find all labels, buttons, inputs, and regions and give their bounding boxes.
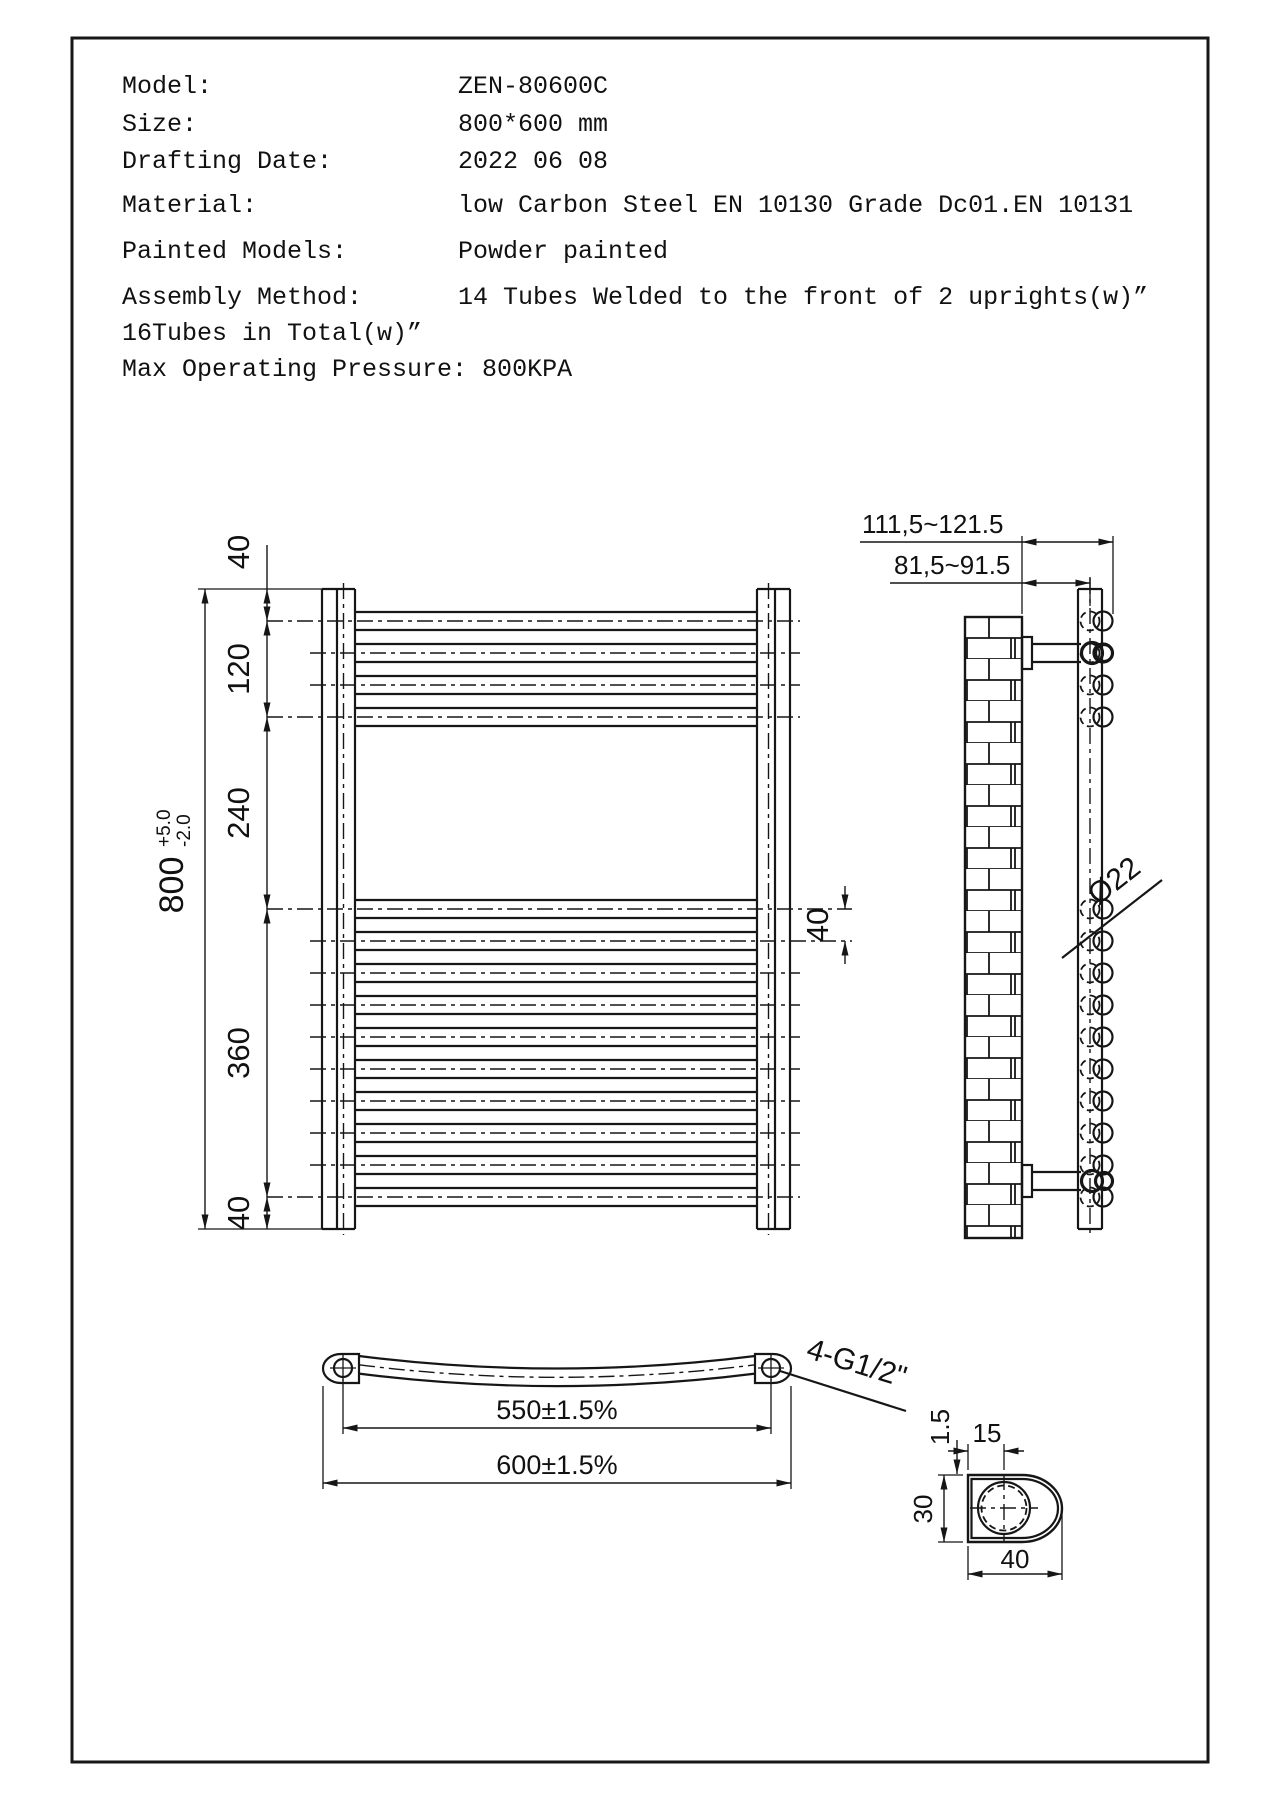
dim-wall-thickness-label: 1.5 bbox=[925, 1408, 955, 1446]
side-tube-circles bbox=[1081, 612, 1113, 1207]
dim-chain-40-bottom: 40 bbox=[221, 1195, 256, 1231]
dim-chain-120: 120 bbox=[221, 643, 256, 695]
spec-value-assembly: 14 Tubes Welded to the front of 2 uprights(w)” bbox=[458, 283, 1149, 312]
detail-dim-offset bbox=[948, 1418, 1024, 1470]
curved-tube-plan bbox=[359, 1356, 755, 1386]
spec-label-material: Material: bbox=[122, 191, 258, 220]
top-view bbox=[323, 1333, 910, 1489]
top-dim-centers bbox=[343, 1379, 771, 1434]
dim-centers-label: 550±1.5% bbox=[496, 1395, 618, 1425]
top-right-fitting bbox=[755, 1354, 791, 1383]
spec-label-paint: Painted Models: bbox=[122, 237, 348, 266]
spec-note-tubes-total: 16Tubes in Total(w)” bbox=[122, 319, 423, 348]
side-view bbox=[860, 509, 1162, 1238]
dim-wall-to-front-label: 111,5~121.5 bbox=[862, 509, 1004, 539]
wall-section bbox=[965, 617, 1022, 1238]
top-left-fitting bbox=[323, 1354, 359, 1383]
dim-wall-to-center-label: 81,5~91.5 bbox=[894, 550, 1011, 580]
detail-dim-wall-thickness bbox=[925, 1409, 957, 1474]
spec-label-date: Drafting Date: bbox=[122, 147, 333, 176]
spec-label-size: Size: bbox=[122, 110, 198, 139]
spec-value-model: ZEN-80600C bbox=[458, 72, 609, 101]
dim-height-total-label: 800 bbox=[153, 856, 191, 914]
dim-chain-360: 360 bbox=[221, 1027, 256, 1079]
dim-height-tol-plus: +5.0 bbox=[154, 809, 175, 847]
dim-depth-label: 30 bbox=[908, 1494, 938, 1524]
thread-callout bbox=[780, 1333, 910, 1411]
dim-width-label: 40 bbox=[1000, 1544, 1030, 1574]
dim-height-tol-minus: -2.0 bbox=[174, 814, 195, 847]
dim-offset-label: 15 bbox=[972, 1418, 1002, 1448]
spec-label-model: Model: bbox=[122, 72, 213, 101]
dim-tube-pitch-label: 40 bbox=[800, 907, 835, 943]
spec-note-max-pressure: Max Operating Pressure: 800KPA bbox=[122, 355, 573, 384]
front-view bbox=[153, 535, 852, 1235]
spec-label-assembly: Assembly Method: bbox=[122, 283, 363, 312]
spec-value-paint: Powder painted bbox=[458, 237, 669, 266]
spec-value-material: low Carbon Steel EN 10130 Grade Dc01.EN 10131 bbox=[458, 191, 1134, 220]
detail-dim-depth bbox=[908, 1475, 963, 1542]
spec-block bbox=[122, 72, 1148, 384]
side-dim-wall-to-center bbox=[890, 550, 1090, 606]
spec-value-date: 2022 06 08 bbox=[458, 147, 609, 176]
front-dim-tube-pitch bbox=[800, 886, 845, 964]
front-dim-chain bbox=[221, 535, 267, 1230]
detail-view bbox=[908, 1409, 1062, 1580]
thread-label: 4-G1/2" bbox=[802, 1332, 911, 1395]
dim-chain-240: 240 bbox=[221, 787, 256, 839]
spec-value-size: 800*600 mm bbox=[458, 110, 609, 139]
dim-overall-label: 600±1.5% bbox=[496, 1450, 618, 1480]
tube-diameter-label: Ø22 bbox=[1081, 850, 1147, 912]
dim-chain-40-top: 40 bbox=[221, 534, 256, 570]
